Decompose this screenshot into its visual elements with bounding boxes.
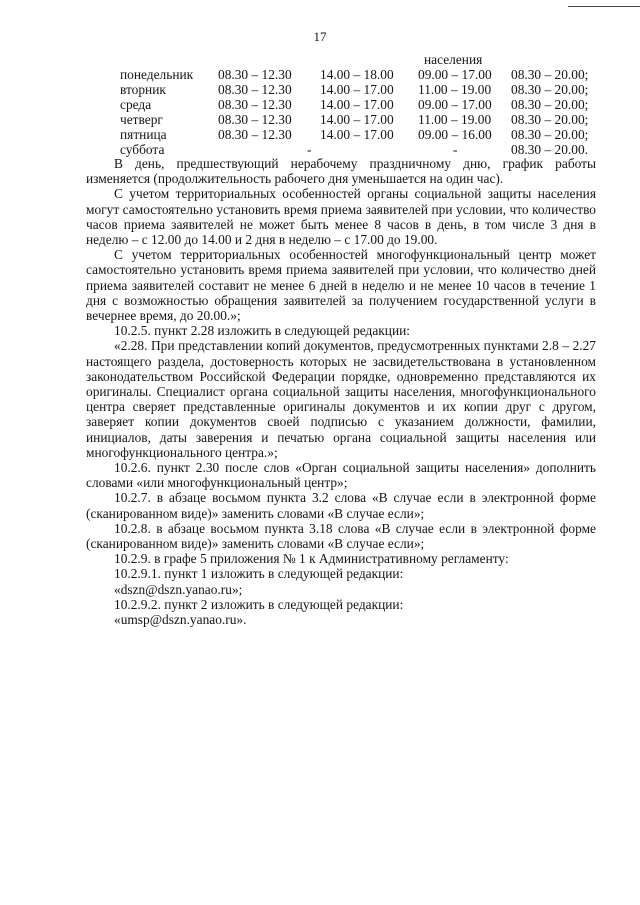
schedule-time-2: 14.00 – 17.00 — [320, 127, 394, 142]
schedule-time-4: 08.30 – 20.00; — [511, 127, 589, 142]
schedule-header-fragment: населения — [424, 52, 483, 67]
paragraph: 10.2.8. в абзаце восьмом пункта 3.18 слова «В случае если в электронной форме (сканированном виде)» заменить словами «В случае если»; — [86, 520, 596, 552]
schedule-time-2: 14.00 – 17.00 — [320, 97, 394, 112]
schedule-time-3: 09.00 – 16.00 — [418, 127, 492, 142]
schedule-time-2: 14.00 – 17.00 — [320, 82, 394, 97]
schedule-time-4: 08.30 – 20.00; — [511, 97, 589, 112]
schedule-day: среда — [120, 97, 152, 112]
schedule-day: вторник — [120, 82, 166, 97]
schedule-time-3: 09.00 – 17.00 — [418, 97, 492, 112]
schedule-time-1: 08.30 – 12.30 — [218, 67, 292, 82]
paragraph: В день, предшествующий нерабочему праздничному дню, график работы изменяется (продолжительность рабочего дня уменьшается на один час). — [86, 156, 596, 187]
schedule-time-1: 08.30 – 12.30 — [218, 112, 292, 127]
schedule-time-3: 11.00 – 19.00 — [418, 112, 492, 127]
page-number: 17 — [313, 29, 327, 44]
paragraph: 10.2.6. пункт 2.30 после слов «Орган социальной защиты населения» дополнить словами «или многофункциональный центр»; — [86, 460, 596, 491]
schedule-time-1: 08.30 – 12.30 — [218, 82, 292, 97]
paragraph: С учетом территориальных особенностей органы социальной защиты населения могут самостоятельно установить время приема заявителей при условии, что количество часов приема заявителей не может быть менее 8 часов в день, в том числе 3 дня в неделю – с 12.00 до 14.00 и 2 дня в неделю – с 17.00 до 19.00. — [86, 186, 596, 248]
schedule-day: суббота — [120, 142, 165, 157]
schedule-time-1: - — [307, 142, 312, 157]
paragraph: «umsp@dszn.yanao.ru». — [114, 612, 247, 628]
paragraph: 10.2.9.1. пункт 1 изложить в следующей редакции: — [114, 566, 404, 582]
paragraph: 10.2.9. в графе 5 приложения № 1 к Административному регламенту: — [114, 551, 509, 567]
paragraph: «dszn@dszn.yanao.ru»; — [114, 581, 243, 597]
document-body — [86, 156, 596, 627]
schedule-time-3: - — [453, 142, 458, 157]
schedule-time-2: 14.00 – 17.00 — [320, 112, 394, 127]
schedule-time-2: 14.00 – 18.00 — [320, 67, 394, 82]
paragraph: 10.2.9.2. пункт 2 изложить в следующей редакции: — [114, 596, 404, 612]
paragraph: С учетом территориальных особенностей многофункциональный центр может самостоятельно установить время приема заявителей при условии, что количество дней приема заявителей составит не менее 6 дней в неделю и не менее 10 часов в течение 1 дня с возможностью обращения заявителей за получением государственной услуги в вечернее время, до 20.00.»; — [86, 247, 596, 324]
top-rule — [568, 6, 640, 7]
paragraph: 10.2.7. в абзаце восьмом пункта 3.2 слова «В случае если в электронной форме (сканированном виде)» заменить словами «В случае если»; — [86, 490, 596, 521]
schedule-day: пятница — [120, 127, 167, 142]
paragraph: «2.28. При представлении копий документов, предусмотренных пунктами 2.8 – 2.27 настоящего раздела, достоверность которых не засвидетельствована в установленном законодательством Российской Федерации порядке, одновременно представляются их оригиналы. Специалист органа социальной защиты населения, многофункционального центра сверяет представленные оригиналы документов и их копии друг с другом, заверяет копии документов своей подписью с указанием должности, фамилии, инициалов, даты заверения и печатью органа социальной защиты населения или многофункционального центра.»; — [86, 338, 596, 460]
schedule-time-3: 11.00 – 19.00 — [418, 82, 492, 97]
schedule-time-4: 08.30 – 20.00; — [511, 67, 589, 82]
schedule-time-3: 09.00 – 17.00 — [418, 67, 492, 82]
schedule-time-4: 08.30 – 20.00. — [511, 142, 588, 157]
schedule-time-1: 08.30 – 12.30 — [218, 127, 292, 142]
schedule-day: четверг — [120, 112, 163, 127]
schedule-time-4: 08.30 – 20.00; — [511, 112, 589, 127]
schedule-day: понедельник — [120, 67, 194, 82]
paragraph: 10.2.5. пункт 2.28 изложить в следующей редакции: — [114, 323, 411, 339]
schedule-time-4: 08.30 – 20.00; — [511, 82, 589, 97]
schedule-time-1: 08.30 – 12.30 — [218, 97, 292, 112]
